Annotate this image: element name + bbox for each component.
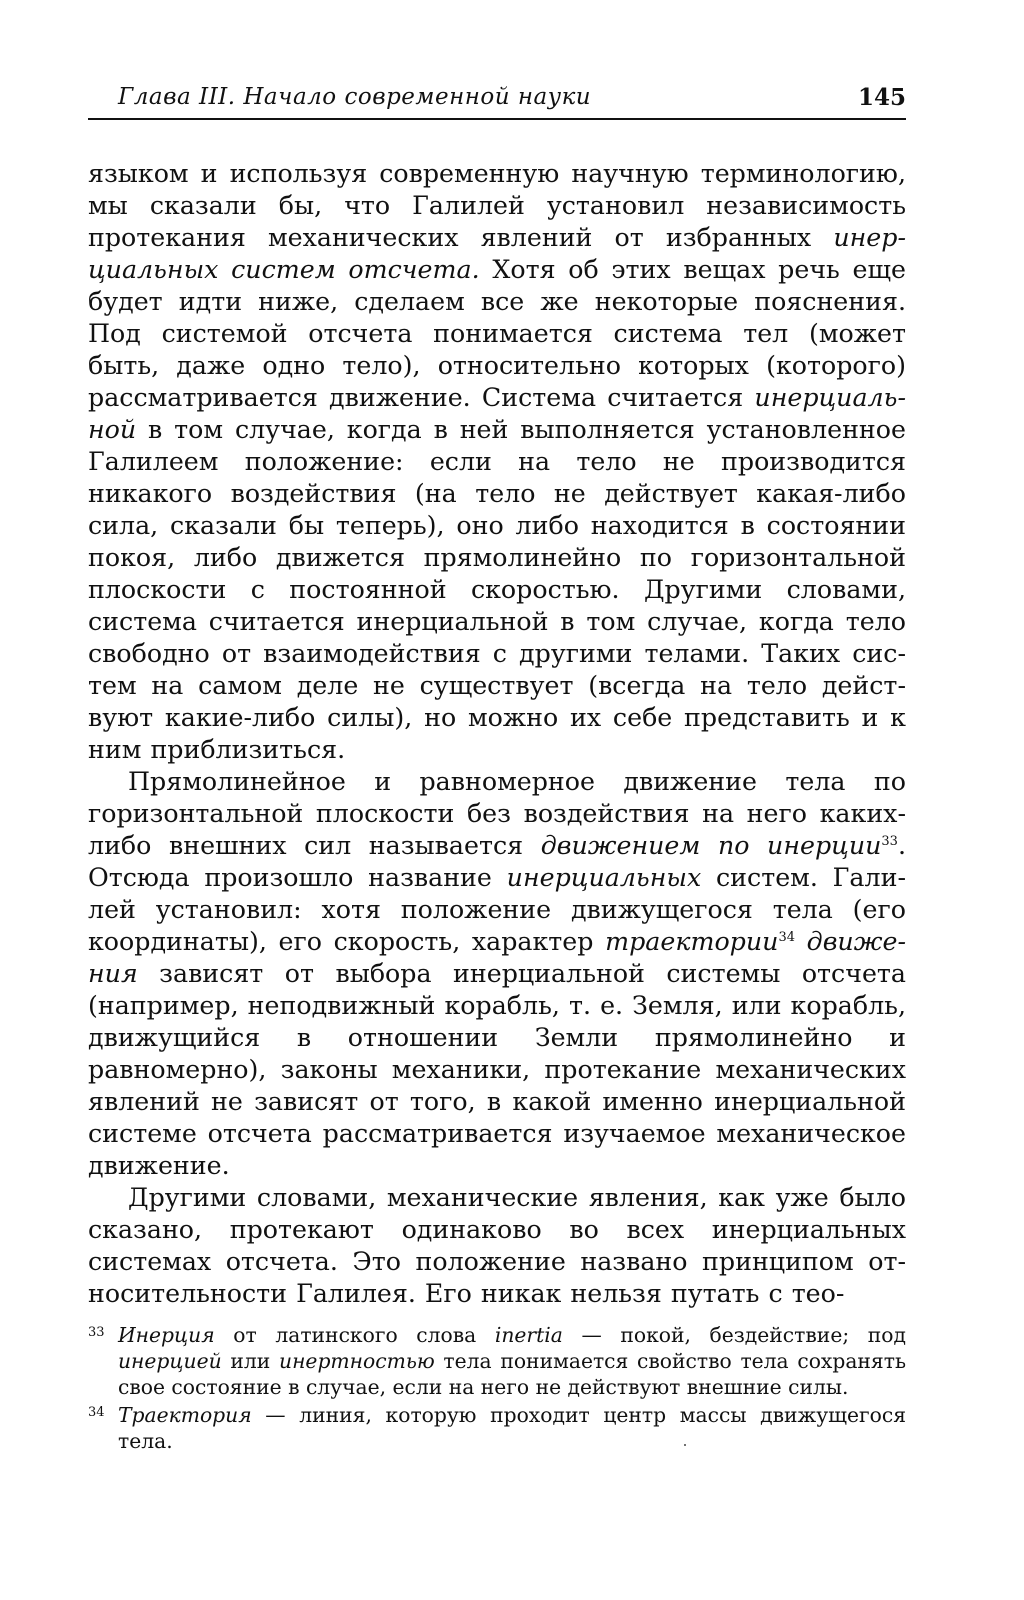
page-header	[88, 74, 906, 120]
footnote-reference: 33	[881, 834, 898, 849]
footnote	[88, 1322, 906, 1400]
text-run: систем. Галилей установил: хотя положение движущегося тела (его координаты), его скорость, характер	[88, 863, 906, 956]
body-text	[88, 158, 906, 1310]
italic-text: инерциальной	[88, 383, 906, 444]
text-run: зависят от выбора инерциальной системы отсчета (например, неподвижный корабль, т. е. Земля, или корабль, движущийся в отношении Земли прямолинейно и равномерно), законы механики, протекание механических явлений не зависят от того, в какой именно инерциальной системе отсчета рассматривается изучаемое механическое движение.	[88, 959, 906, 1180]
italic-text: инерциальных систем отсчета.	[88, 223, 906, 284]
italic-text: inertia	[494, 1323, 563, 1347]
paragraph	[88, 1182, 906, 1310]
italic-text: инерцией	[118, 1349, 222, 1373]
text-run: языком и используя современную научную терминологию, мы сказали бы, что Галилей установил независимость протекания механических явлений от избранных	[88, 159, 906, 252]
text-run: или	[221, 1349, 280, 1373]
footnote-number: 34	[88, 1405, 105, 1420]
text-run	[795, 927, 807, 956]
print-speck	[684, 1444, 686, 1446]
text-run: в том случае, когда в ней выполняется установленное Галилеем положение: если на тело не производится никакого воздействия (на тело не действует какая-либо сила, сказали бы теперь), оно либо находится в состоянии покоя, либо движется прямолинейно по горизонтальной плоскости с постоянной скоростью. Другими словами, система считается инерциальной в том случае, когда тело свободно от взаимодействия с другими телами. Таких систем на самом деле не существует (всегда на тело действуют какие-либо силы), но можно их себе представить и к ним приблизиться.	[88, 415, 906, 764]
italic-text: Инерция	[118, 1323, 215, 1347]
paragraph	[88, 158, 906, 766]
running-head: Глава III. Начало современной науки	[118, 84, 592, 110]
footnote-reference: 34	[778, 930, 796, 945]
italic-text: движением по инерции	[540, 831, 882, 860]
italic-text: движения	[88, 927, 907, 988]
italic-text: инертностью	[279, 1349, 435, 1373]
page-number: 145	[857, 84, 906, 111]
text-run: Хотя об этих вещах речь еще будет идти ниже, сделаем все же некоторые пояснения. Под системой отсчета понимается система тел (может быть, даже одно тело), относительно которых (которого) рассматривается движение. Система считается	[88, 255, 906, 412]
footnotes	[88, 1322, 906, 1456]
italic-text: Траектория	[118, 1403, 252, 1427]
text-run: тела понимается свойство тела сохранять свое состояние в случае, если на него не действуют внешние силы.	[118, 1349, 906, 1399]
footnote-number: 33	[88, 1325, 105, 1340]
text-run: — линия, которую проходит центр массы движущегося тела.	[118, 1403, 906, 1453]
text-run: Другими словами, механические явления, как уже было сказано, протекают одинаково во всех инерциальных системах отсчета. Это положение названо принципом относительности Галилея. Его никак нельзя путать с тео-	[88, 1183, 906, 1308]
text-run: от латинского слова	[214, 1323, 495, 1347]
footnote	[88, 1402, 906, 1454]
italic-text: траектории	[605, 927, 779, 956]
text-run: Прямолинейное и равномерное движение тела по горизонтальной плоскости без воздействия на него каких-либо внешних сил называется	[88, 767, 906, 860]
text-run: . Отсюда произошло название	[88, 831, 906, 892]
paragraph	[88, 766, 906, 1182]
italic-text: инерциальных	[506, 863, 702, 892]
text-run: — покой, бездействие; под	[562, 1323, 906, 1347]
